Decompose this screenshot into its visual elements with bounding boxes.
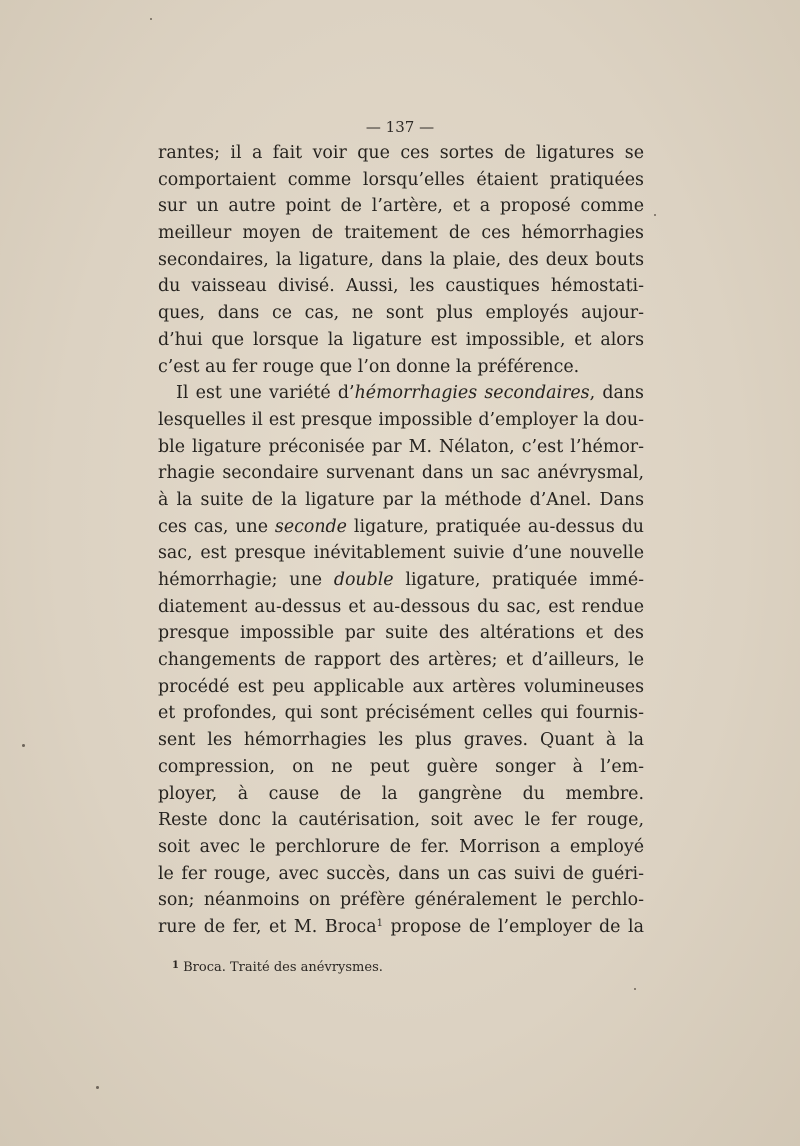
footnote [172,960,572,975]
text-line: ployer, à cause de la gangrène du membre. [158,783,644,804]
text-line: soit avec le perchlorure de fer. Morrison a employé [158,836,644,857]
italic-phrase: seconde [274,516,347,537]
text-line: secondaires, la ligature, dans la plaie, des deux bouts [158,249,644,270]
paper-speck [150,18,152,20]
italic-phrase: double [333,570,394,590]
italic-phrase: hémorrhagies secondaires [354,383,590,404]
text-line: ble ligature préconisée par M. Nélaton, c’est l’hémor- [158,436,644,457]
text-line: du vaisseau divisé. Aussi, les caustiques hémostati- [158,276,644,297]
text-line: Reste donc la cautérisation, soit avec le fer rouge, [158,810,644,831]
text-line: changements de rapport des artères; et d’ailleurs, le [158,650,644,671]
text-line: procédé est peu applicable aux artères volumineuses [158,676,644,697]
text-line: sur un autre point de l’artère, et a proposé comme [158,196,644,217]
text-line: à la suite de la ligature par la méthode d’Anel. Dans [158,489,644,510]
text-line: le fer rouge, avec succès, dans un cas suivi de guéri- [158,863,644,884]
text-line: meilleur moyen de traitement de ces hémorrhagies [158,223,644,244]
footnote-text: Broca. Traité des anévrysmes. [183,960,383,975]
paper-speck [634,988,636,990]
text-line: hémorrhagie; une double ligature, pratiquée immé- [158,570,644,590]
text-line: rantes; il a fait voir que ces sortes de ligatures se [158,143,644,163]
text-line: ces cas, une seconde ligature, pratiquée au-dessus du [158,516,644,537]
text-line: Il est une variété d’hémorrhagies secondaires, dans [176,383,644,404]
text-line: et profondes, qui sont précisément celles qui fournis- [158,703,644,724]
text-line: d’hui que lorsque la ligature est impossible, et alors [158,329,644,350]
footnote-reference: 1 [376,917,383,929]
text-line: ques, dans ce cas, ne sont plus employés aujour- [158,303,644,324]
text-line: comportaient comme lorsqu’elles étaient pratiquées [158,169,644,190]
text-line: lesquelles il est presque impossible d’employer la dou- [158,409,644,430]
text-line: diatement au-dessus et au-dessous du sac, est rendue [158,596,644,617]
page-number: — 137 — [365,118,435,136]
body-text [158,140,644,941]
text-line: sac, est presque inévitablement suivie d’une nouvelle [158,543,644,564]
text-line: compression, on ne peut guère songer à l’em- [158,756,644,777]
footnote-marker: 1 [172,960,179,971]
paper-speck [654,214,656,216]
text-line: son; néanmoins on préfère généralement le perchlo- [158,890,644,911]
text-line: rure de fer, et M. Broca$^1$ propose de l’employer de la [158,916,644,937]
text-line: c’est au fer rouge que l’on donne la préférence. [158,356,580,377]
paper-speck [22,744,25,747]
text-line: sent les hémorrhagies les plus graves. Quant à la [158,730,644,751]
paper-speck [96,1086,99,1089]
text-line: rhagie secondaire survenant dans un sac anévrysmal, [158,463,644,484]
text-line: presque impossible par suite des altérations et des [158,623,644,644]
